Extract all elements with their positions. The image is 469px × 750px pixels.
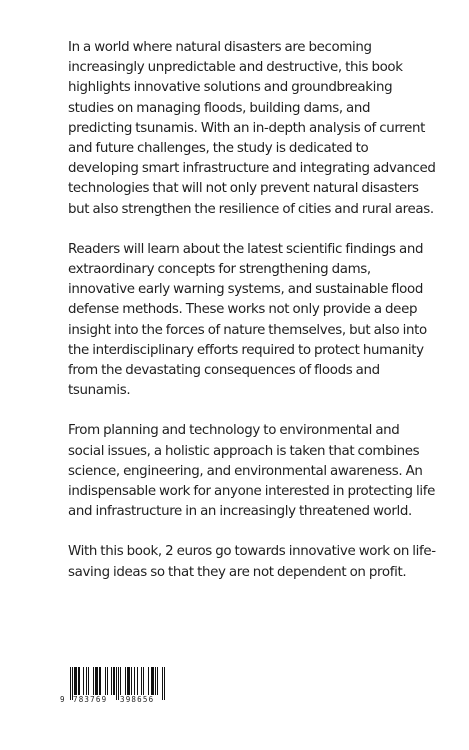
barcode-bar [120, 667, 121, 695]
barcode-bar [113, 667, 114, 695]
barcode-bar [129, 667, 130, 695]
barcode-bar [111, 667, 112, 695]
barcode-bar [99, 667, 100, 695]
barcode-bar [148, 667, 149, 695]
blurb-paragraph-4: With this book, 2 euros go towards innovative work on life-saving ideas so that they are not dependent on profit. [68, 544, 436, 580]
barcode-bar [151, 667, 152, 695]
barcode-bar [152, 667, 153, 695]
barcode-bar [127, 667, 128, 695]
barcode-bar [143, 667, 144, 695]
isbn-left-group: 783769 [73, 695, 108, 704]
barcode-bar [76, 667, 77, 695]
barcode-bar [157, 667, 158, 695]
barcode-bar [75, 667, 76, 695]
barcode-bar [96, 667, 97, 695]
barcode-bar [95, 667, 96, 695]
barcode-bar [114, 667, 115, 695]
barcode-bar [78, 667, 79, 695]
blurb-paragraph-1: In a world where natural disasters are becoming increasingly unpredictable and destructive, this book highlights innovative solutions and groundbreaking studies on managing floods, building dams, and predicting tsunamis. With an in-depth analysis of current and future challenges, the study is dedicated to developing smart infrastructure and integrating advanced technologies that will not only prevent natural disasters but also strengthen the resilience of cities and rural areas. [68, 40, 436, 217]
barcode-bar [107, 667, 108, 695]
barcode-bar [79, 667, 80, 695]
barcode-bar [86, 667, 87, 695]
barcode-bar [137, 667, 138, 695]
barcode-bar [74, 667, 75, 695]
barcode-bar [155, 667, 156, 695]
barcode-bar [125, 667, 126, 695]
barcode-bar [88, 667, 89, 695]
blurb-text [68, 38, 436, 583]
barcode-bar [93, 667, 94, 695]
barcode-bar [134, 667, 135, 695]
blurb-paragraph-2: Readers will learn about the latest scientific findings and extraordinary concepts for strengthening dams, innovative early warning systems, and sustainable flood defense methods. These works not only provide a deep insight into the forces of nature themselves, but also into the interdisciplinary efforts required to protect humanity from the devastating consequences of floods and tsunamis. [68, 241, 427, 399]
barcode-bar [131, 667, 132, 695]
barcode-bar [153, 667, 154, 695]
barcode-bar [128, 667, 129, 695]
isbn-right-group: 398656 [120, 695, 155, 704]
barcode-bar [141, 667, 142, 695]
barcode-bar [97, 667, 98, 695]
barcode-bar [105, 667, 106, 695]
isbn-digits [60, 695, 168, 707]
blurb-paragraph-3: From planning and technology to environmental and social issues, a holistic approach is taken that combines science, engineering, and environmental awareness. An indispensable work for anyone interested in protecting life and infrastructure in an increasingly threatened world. [68, 423, 435, 520]
isbn-prefix-digit: 9 [60, 695, 65, 704]
barcode-bar [100, 667, 101, 695]
barcode-bar [83, 667, 84, 695]
